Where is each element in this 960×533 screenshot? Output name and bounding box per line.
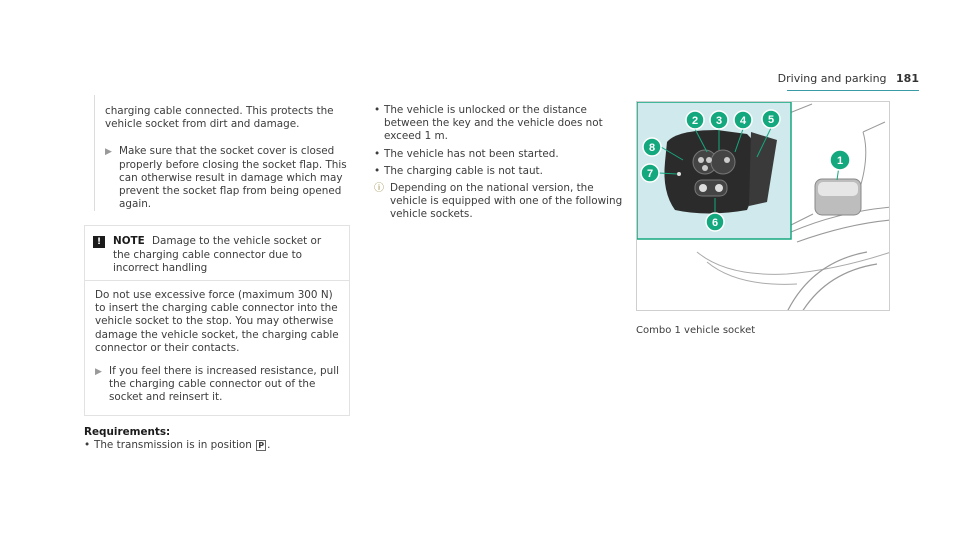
list-item	[374, 148, 624, 161]
callout-2-label: 2	[691, 115, 699, 127]
arrow-icon: ▶	[95, 367, 102, 378]
note-step-text: If you feel there is increased resistance, pull the charging cable connector out of the socket and reinsert it.	[109, 365, 339, 404]
list-item	[374, 165, 624, 178]
callout-6-label: 6	[711, 217, 719, 229]
socket-drawing	[637, 102, 890, 311]
park-position-icon: P	[256, 440, 266, 451]
section-title: Driving and parking	[777, 72, 887, 85]
note-header	[85, 226, 349, 281]
callout-3-label: 3	[715, 115, 723, 127]
info-text: Depending on the national version, the vehicle is equipped with one of the following vehicle sockets.	[390, 182, 623, 221]
requirements-title: Requirements:	[84, 425, 171, 438]
running-header	[778, 72, 919, 85]
instruction-block	[94, 95, 350, 211]
callout-8-label: 8	[648, 142, 656, 154]
list-item-text: The charging cable is not taut.	[384, 164, 543, 177]
page-number: 181	[896, 72, 919, 85]
note-body	[85, 281, 349, 415]
bullet-icon: •	[374, 147, 381, 160]
note-title-wrap	[113, 235, 341, 275]
bullet-icon: •	[374, 164, 381, 177]
list-item-text: The vehicle has not been started.	[384, 147, 559, 160]
intro-text: charging cable connected. This protects the vehicle socket from dirt and damage.	[105, 105, 334, 131]
note-box	[84, 225, 350, 415]
step-text: Make sure that the socket cover is closed properly before closing the socket flap. This can otherwise result in damage which may prevent the socket flap from being opened again.	[119, 145, 347, 211]
left-column	[84, 95, 350, 452]
requirement-prefix: The transmission is in position	[94, 438, 252, 451]
callout-1-label: 1	[836, 155, 844, 167]
bullet-icon: •	[84, 438, 91, 451]
list-item-text: The vehicle is unlocked or the distance between the key and the vehicle does not exceed 1 m.	[384, 104, 603, 143]
callout-5-label: 5	[767, 114, 775, 126]
bullet-icon: •	[374, 104, 381, 116]
arrow-icon: ▶	[105, 147, 112, 158]
callout-7-label: 7	[646, 168, 654, 180]
list-item	[374, 104, 624, 144]
note-step	[95, 359, 339, 409]
socket-illustration	[636, 101, 890, 311]
requirement-item	[84, 439, 350, 452]
info-note	[374, 182, 624, 222]
middle-column	[374, 104, 624, 222]
requirements	[84, 426, 350, 452]
instruction-step	[105, 145, 350, 211]
header-rule	[787, 90, 919, 91]
warning-icon: !	[93, 236, 105, 248]
requirement-suffix: .	[267, 438, 271, 451]
note-label: NOTE	[113, 235, 145, 248]
figure-caption: Combo 1 vehicle socket	[636, 325, 756, 336]
requirement-text	[94, 439, 270, 452]
info-icon: ⓘ	[374, 183, 384, 195]
note-text: Do not use excessive force (maximum 300 N) to insert the charging cable connector into the vehicle socket to the stop. You may otherwise damage the vehicle socket, the charging cable connector or their contacts.	[95, 289, 339, 354]
note-title: Damage to the vehicle socket or the charging cable connector due to incorrect handling	[113, 235, 322, 274]
callout-4-label: 4	[739, 115, 747, 127]
